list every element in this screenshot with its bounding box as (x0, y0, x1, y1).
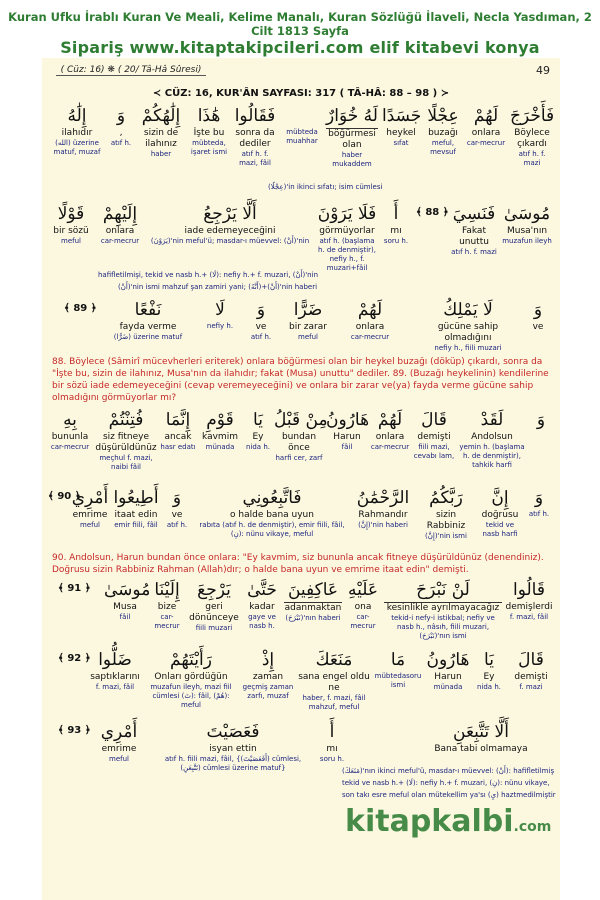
kitapkalbi-watermark-logo: kitapkalbi.com (345, 804, 552, 839)
word-cell: فَنَسِيَ Fakat unuttu atıf h. f. mazi (451, 204, 497, 256)
word-cell: عِجْلًا buzağı meful, mevsuf (427, 106, 459, 156)
ayah-marker: ﴾ 88 ﴿ (416, 207, 449, 218)
word-cell: mübteda muahhar (286, 128, 318, 145)
word-cell: ضَرًّا bir zarar meful (289, 300, 327, 341)
word-cell: أَطِيعُوا itaat edin emir fiili, fâil (113, 488, 159, 529)
word-cell: حَتَّىٰ kadar gaye ve nasb h. (247, 580, 277, 630)
word-cell: فُتِنْتُمْ siz fitneye düşürüldünüz meçhul f. mazi, naibi fâil (95, 410, 157, 471)
word-cell: وَ ve atıf h. (166, 488, 188, 529)
page-header (42, 62, 560, 80)
word-cell: هَارُونُ Harun fâil (326, 410, 370, 451)
word-cell: نَفْعًا fayda verme (ضَرًّا) üzerine matuf (113, 300, 183, 341)
ayah-marker: ﴾ 93 ﴿ (58, 725, 91, 736)
word-cell: وَ atıf h. (528, 488, 550, 518)
word-cell: إِلَٰهُكُمْ sizin de ilahınız haber (141, 106, 181, 158)
word-cell: يَا Ey nida h. (245, 410, 270, 451)
word-cell: إِلَٰهُ ilahıdır (الله) üzerine matuf, muzaf (53, 106, 101, 156)
word-cell: الرَّحْمَٰنُ Rahmandır (إِنَّ)'nin haberi (356, 488, 410, 529)
word-cell: وَ , atıf h. (110, 106, 132, 147)
word-cell: أَمْرِي emrime meful (71, 488, 109, 529)
word-cell: لَهُمْ onlara car-mecrur (350, 300, 390, 341)
word-cell: فَاتَّبِعُونِي o halde bana uyun rabıta (atıf h. de denmiştir), emir fiili, fâil, (نِ): nünu vikaye, meful (199, 488, 345, 538)
word-cell: فَأَخْرَجَ Böylece çıkardı atıf h. f. mazi (510, 106, 555, 167)
word-cell: لَهُ خُوَارٌ böğürmesi olan haber mukaddem (326, 106, 378, 168)
word-cell: هَارُونُ Harun münada (426, 650, 470, 691)
word-cell: لَا يَمْلِكُ gücüne sahip olmadığını nefiy h., fiili muzari (434, 300, 502, 352)
word-cell: فَعَصَيْتَ isyan ettin atıf h. fiili mazi, fâil, {(أَفَعَصَيْتَ) cümlesi, (تَتَّبِعَنِ) cümlesi üzerine matuf} (164, 722, 302, 772)
page-number: 49 (536, 64, 550, 77)
ayah-marker: ﴾ 90 ﴿ (48, 491, 81, 502)
word-cell: أَلَّا يَرْجِعُ iade edemeyeceğini (يَرَوْنَ)'nin meful'ü; masdar-ı müevvel: (أَنْ)'nin (150, 204, 310, 245)
ayah-marker: ﴾ 92 ﴿ (58, 653, 91, 664)
word-cell: وَ ve atıf h. (250, 300, 272, 341)
word-cell: إِنَّمَا ancak hasr edatı (160, 410, 196, 451)
word-cell: عَاكِفِينَ adanmaktan (نَبْرَحَ)'nın haberi (284, 580, 342, 622)
word-cell: لَنْ نَبْرَحَ kesinlikle ayrılmayacağız tekid-i nefy-i istikbal; nefiy ve nasb h., nâsıh, fiili muzari, (نَبْرَحَ)'nın ismi (384, 578, 502, 641)
grammar-note: (عِجْلًا)'in ikinci sıfatı; isim cümlesi (268, 183, 383, 191)
word-cell: فَلَا يَرَوْنَ görmüyorlar atıf h. (başlama h. de denmiştir), nefiy h., f. muzari+fâil (317, 204, 377, 272)
ayah-marker: ﴾ 91 ﴿ (58, 583, 91, 594)
word-cell: قَالُوا demişlerdi f. mazi, fâil (505, 580, 553, 621)
word-cell: مُوسَىٰ Musa'nın muzafun ileyh (502, 204, 552, 245)
word-cell: مَنَعَكَ sana engel oldu ne haber, f. mazi, fâil mahzuf, meful (298, 650, 370, 711)
word-cell: لَهُمْ onlara car-mecrur (370, 410, 410, 451)
translation-paragraph-90: 90. Andolsun, Harun bundan önce onlara: "Ey kavmim, siz bununla ancak fitneye düşürüldünüz (denendiniz). Doğrusu sizin Rabbiniz Rahman (Allah)dır; o halde bana uyun ve emrime itaat edin" demişti. (52, 553, 544, 575)
banner-order-line: Sipariş www.kitaptakipcileri.com elif kitabevi konya (60, 38, 540, 57)
word-cell: إِلَيْهِمْ onlara car-mecrur (100, 204, 140, 245)
grammar-note: tekid ve nasb h.+ (لَا): nefiy h.+ f. muzari, (نِ): nünu vikaye, (342, 779, 550, 787)
word-cell: جَسَدًا heykel sıfat (382, 106, 422, 147)
grammar-note: (مَنَعَكَ)'nın ikinci meful'ü, masdar-ı müevvel: (أَنْ): hafifletilmiş (342, 767, 555, 775)
word-cell: أَلَّا تَتَّبِعَنِ Bana tabi olmamaya (434, 722, 528, 754)
word-cell: يَرْجِعَ geri dönünceye fiili muzari (189, 580, 239, 632)
word-cell: أَمْرِي emrime meful (100, 722, 138, 763)
word-cell: أَ mı soru h. (319, 722, 345, 763)
word-cell: قَالَ demişti fiili mazi, cevabı lam, (413, 410, 455, 460)
word-cell: لَا nefiy h. (206, 300, 234, 330)
section-title: ≺ CÜZ: 16, KUR'ÂN SAYFASI: 317 ( TÂ-HÂ: 88 – 98 ) ≻ (152, 88, 450, 99)
word-cell: إِلَيْنَا bize car-mecrur (154, 580, 180, 630)
word-cell: إِذْ zaman geçmiş zaman zarfı, muzaf (242, 650, 294, 700)
word-cell: إِنَّ doğrusu tekid ve nasb harfi (481, 488, 519, 538)
word-cell: وَ ve (532, 300, 544, 332)
banner-title: Kuran Ufku İrablı Kuran Ve Meali, Kelime Manalı, Kuran Sözlüğü İlaveli, Necla Yasdıman, 2 Cilt 1813 Sayfa (8, 10, 592, 38)
word-cell: رَأَيْتَهُمْ Onları gördüğün muzafun ileyh, mazi fiil cümlesi (تَ): fâil, (هُمْ): meful (150, 650, 232, 709)
word-cell: ضَلُّوا saptıklarını f. mazi, fâil (90, 650, 140, 691)
word-cell: يَا Ey nida h. (476, 650, 501, 691)
word-cell: لَقَدْ Andolsun yemin h. (başlama h. de denmiştir), tahkik harfi (459, 410, 525, 469)
word-cell: هَٰذَا İşte bu mübteda, işaret ismi (190, 106, 228, 156)
word-cell: لَهُمْ onlara car-mecrur (466, 106, 506, 147)
word-cell: قَوْلًا bir sözü meful (53, 204, 89, 245)
grammar-note: (أَنْ)'nin ismi mahzuf şan zamiri yani; (أَنَّهُ)+(أَنْ)'nin haberi (118, 283, 318, 291)
word-cell: رَبَّكُمُ sizin Rabbiniz (إِنَّ)'nin ismi (425, 488, 467, 540)
scanned-page (42, 58, 560, 900)
word-cell: أَ mı soru h. (383, 204, 409, 245)
word-cell: قَوْمِ kavmim münada (202, 410, 238, 451)
word-cell: بِهِ bununla car-mecrur (50, 410, 90, 451)
grammar-note: hafifletilmişi, tekid ve nasb h.+ (لَا): nefiy h.+ f. muzari, (أَنْ)'nin (98, 271, 319, 279)
word-cell: مَا mübtedasoru ismi (374, 650, 422, 689)
word-cell: وَ (536, 410, 546, 430)
word-cell: مِنْ قَبْلُ bundan önce harfi cer, zarf (274, 410, 328, 462)
ayah-marker: ﴾ 89 ﴿ (64, 303, 97, 314)
word-cell: عَلَيْهِ ona car-mecrur (347, 580, 378, 630)
page-header-juz: ( Cüz: 16) ❋ ( 20/ Tâ-Hâ Sûresi) (56, 65, 206, 76)
word-cell: مُوسَىٰ Musa fâil (104, 580, 151, 621)
word-cell: فَقَالُوا sonra da dediler atıf h. f. mazi, fâil (234, 106, 276, 167)
translation-paragraph-88-89: 88. Böylece (Sâmirî mücevherleri eriterek) onlara böğürmesi olan bir heykel buzağı (döküp) çıkardı, sonra da "İşte bu, sizin de ilahınız, Musa'nın da ilahıdır; fakat (Musa) unuttu" dediler. 89. (Buzağı heykelinin) kendilerine bir sözü iade edemeyeceğini (cevap veremeyeceğini) ve onlara bir zarar ve(ya) fayda verme gücüne sahip olmadığını görmüyorlar mı? (52, 357, 549, 403)
grammar-note: son takı esre meful olan mütekellim ya'sı (يِ) haztmedilmiştir (342, 791, 556, 799)
word-cell: قَالَ demişti f. mazi (514, 650, 548, 691)
